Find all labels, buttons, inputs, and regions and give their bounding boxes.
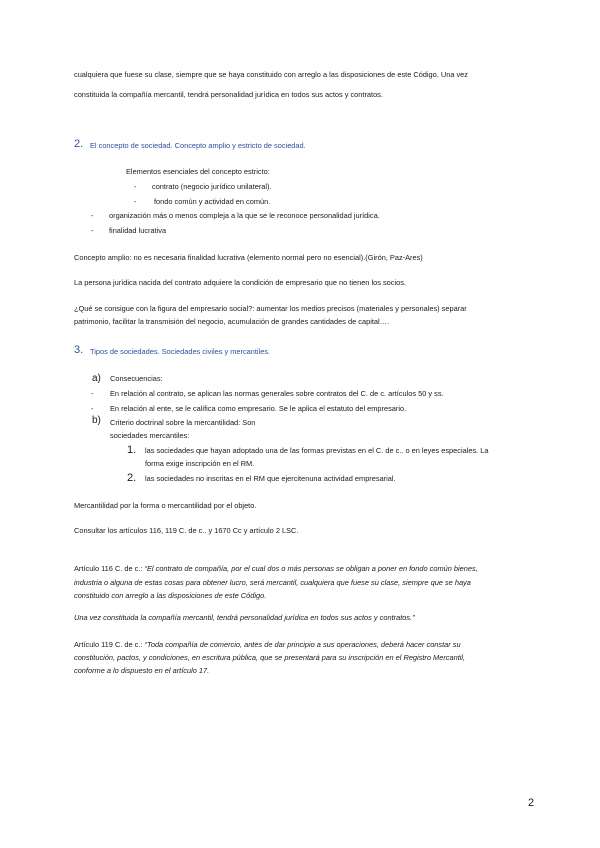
paragraph-persona-juridica: La persona jurídica nacida del contrato adquiere la condición de empresario que no tienen los socios. xyxy=(74,278,406,287)
art119-line-1 xyxy=(74,638,528,651)
art116-prefix: Artículo 116 C. de c.: xyxy=(74,564,145,573)
section-2-title: El concepto de sociedad. Concepto amplio y estricto de sociedad. xyxy=(90,141,306,150)
consecuencias-label: Consecuencias: xyxy=(110,374,163,383)
sub-bullet-dash: - xyxy=(134,182,137,191)
paragraph-question-line-1: ¿Qué se consigue con la figura del empresario social?: aumentar los medios precisos (materiales y personales) separar xyxy=(74,304,467,313)
elements-heading: Elementos esenciales del concepto estricto: xyxy=(126,167,270,176)
art116-text: “El contrato de compañía, por el cual dos o más personas se obligan a poner en fondo común bienes, xyxy=(144,564,478,573)
numbered-item-line-1: las sociedades que hayan adoptado una de las formas previstas en el C. de c.. o en leyes especiales. La xyxy=(145,446,489,455)
numbered-item-number: 2. xyxy=(127,472,137,484)
art119-prefix: Artículo 119 C. de c.: xyxy=(74,640,145,649)
bullet-dash: - xyxy=(91,211,94,220)
consultar-paragraph: Consultar los artículos 116, 119 C. de c.. y 1670 Cc y artículo 2 LSC. xyxy=(74,526,299,535)
page-number: 2 xyxy=(528,797,535,809)
sub-bullet-item: contrato (negocio jurídico unilateral). xyxy=(152,182,272,191)
art116-line-3: constituido con arreglo a las disposiciones de este Código. xyxy=(74,591,267,600)
mercantilidad-paragraph: Mercantilidad por la forma o mercantilidad por el objeto. xyxy=(74,501,257,510)
art119-line-2: constitución, pactos, y condiciones, en escritura pública, que se presentará para su inscripción en el Registro Mercantil, xyxy=(74,653,466,662)
sub-bullet-dash: - xyxy=(134,197,137,206)
art119-text: “Toda compañía de comercio, antes de dar principio a sus operaciones, deberá hacer constar su xyxy=(144,640,461,649)
section-3-number: 3. xyxy=(74,344,84,356)
bullet-dash: - xyxy=(91,404,94,413)
intro-line-1: cualquiera que fuese su clase, siempre que se haya constituido con arreglo a las disposiciones de este Código. Una vez xyxy=(74,70,468,79)
list-letter-a: a) xyxy=(92,373,101,384)
art116-line-1 xyxy=(74,562,528,575)
bullet-item: En relación al contrato, se aplican las normas generales sobre contratos del C. de c. artículos 50 y ss. xyxy=(110,389,444,398)
bullet-item: finalidad lucrativa xyxy=(109,226,167,235)
criterio-line-1: Criterio doctrinal sobre la mercantilidad: Son xyxy=(110,418,256,427)
art116-line-2: industria o alguna de estas cosas para obtener lucro, será mercantil, cualquiera que fuese su clase, siempre que se haya xyxy=(74,578,471,587)
paragraph-concepto-amplio: Concepto amplio: no es necesaria finalidad lucrativa (elemento normal pero no esencial).(Girón, Paz-Ares) xyxy=(74,253,423,262)
sub-bullet-item: fondo común y actividad en común. xyxy=(154,197,271,206)
numbered-item-line-2: forma exige inscripción en el RM. xyxy=(145,459,255,468)
numbered-item-line-1: las sociedades no inscritas en el RM que ejercitenuna actividad empresarial. xyxy=(145,474,396,483)
bullet-dash: - xyxy=(91,226,94,235)
bullet-item: organización más o menos compleja a la que se le reconoce personalidad jurídica. xyxy=(109,211,380,220)
intro-line-2: constituida la compañía mercantil, tendrá personalidad jurídica en todos sus actos y contratos. xyxy=(74,90,383,99)
art119-line-3: conforme a lo dispuesto en el artículo 17. xyxy=(74,666,210,675)
bullet-dash: - xyxy=(91,389,94,398)
section-2-number: 2. xyxy=(74,138,84,150)
art116-line-4: Una vez constituida la compañía mercantil, tendrá personalidad jurídica en todos sus actos y contratos.” xyxy=(74,613,415,622)
criterio-line-2: sociedades mercantiles: xyxy=(110,431,190,440)
list-letter-b: b) xyxy=(92,415,101,426)
section-3-title: Tipos de sociedades. Sociedades civiles y mercantiles. xyxy=(90,347,271,356)
bullet-item: En relación al ente, se le califica como empresario. Se le aplica el estatuto del empresario. xyxy=(110,404,407,413)
paragraph-question-line-2: patrimonio, facilitar la transmisión del negocio, acumulación de grandes cantidades de capital…. xyxy=(74,317,390,326)
numbered-item-number: 1. xyxy=(127,444,137,456)
